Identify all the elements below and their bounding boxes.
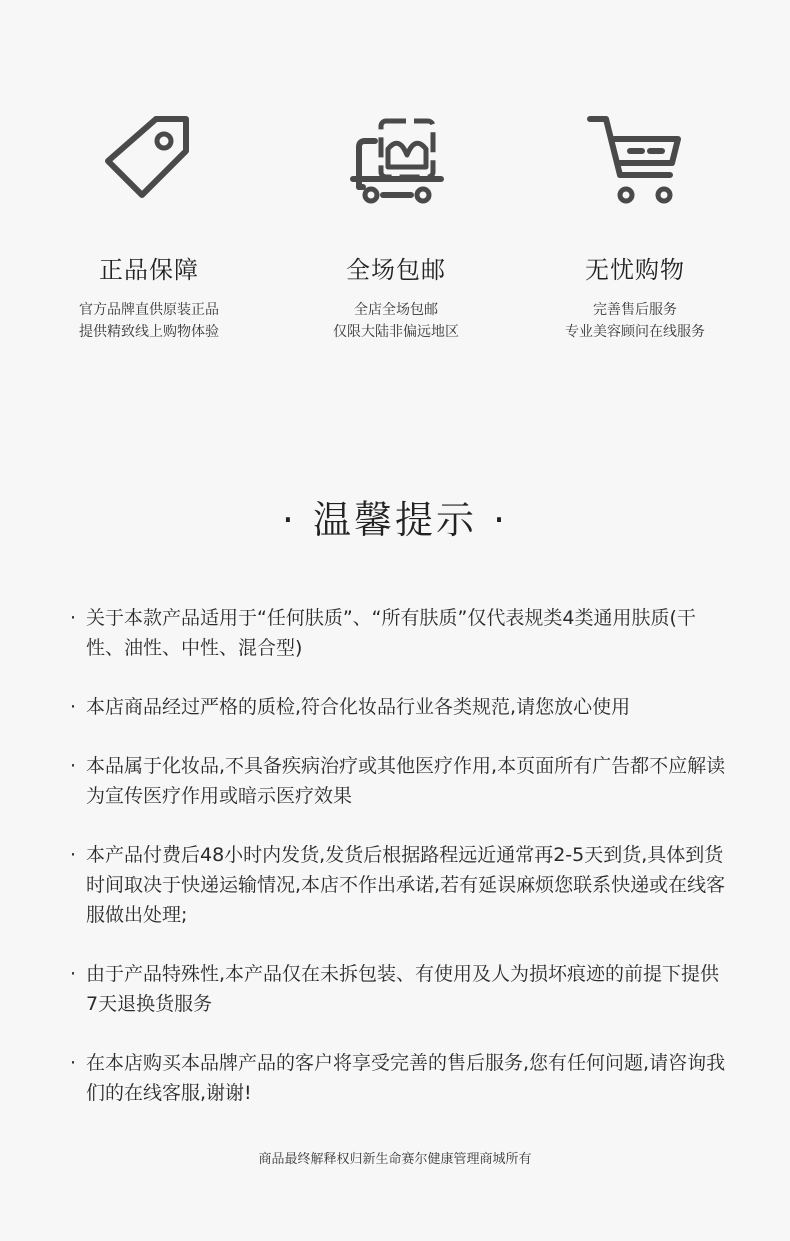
tip-text: 由于产品特殊性,本产品仅在未拆包装、有使用及人为损坏痕迹的前提下提供7天退换货服务 bbox=[86, 963, 720, 1015]
feature-desc-line: 全店全场包邮 bbox=[354, 302, 438, 318]
feature-title: 无忧购物 bbox=[585, 256, 685, 284]
feature-desc-line: 完善售后服务 bbox=[593, 302, 677, 318]
feature-description bbox=[276, 299, 516, 343]
shopping-cart-icon bbox=[580, 105, 690, 215]
price-tag-icon bbox=[94, 105, 204, 215]
feature-title: 正品保障 bbox=[99, 256, 199, 284]
tip-item bbox=[70, 751, 730, 811]
feature-description bbox=[29, 299, 269, 343]
heading-dot-left: · bbox=[281, 498, 297, 542]
tip-item bbox=[70, 959, 730, 1019]
tips-list bbox=[70, 603, 730, 1137]
delivery-truck-icon bbox=[341, 105, 451, 215]
feature-desc-line: 官方品牌直供原装正品 bbox=[79, 302, 219, 318]
tip-bullet: · bbox=[70, 696, 77, 718]
feature-desc-line: 提供精致线上购物体验 bbox=[79, 324, 219, 340]
feature-free-shipping bbox=[276, 105, 516, 343]
tip-bullet: · bbox=[70, 1052, 77, 1074]
tip-text: 本品属于化妆品,不具备疾病治疗或其他医疗作用,本页面所有广告都不应解读为宣传医疗作用或暗示医疗效果 bbox=[86, 755, 726, 807]
feature-desc-line: 仅限大陆非偏远地区 bbox=[333, 324, 459, 340]
heading-title: 温馨提示 bbox=[312, 498, 477, 542]
heading-dot-right: · bbox=[493, 498, 509, 542]
tip-item bbox=[70, 1048, 730, 1108]
features-section bbox=[0, 105, 790, 365]
tip-bullet: · bbox=[70, 963, 77, 985]
feature-worry-free bbox=[515, 105, 755, 343]
tip-bullet: · bbox=[70, 607, 77, 629]
tip-bullet: · bbox=[70, 755, 77, 777]
feature-description bbox=[515, 299, 755, 343]
tip-text: 本店商品经过严格的质检,符合化妆品行业各类规范,请您放心使用 bbox=[86, 696, 631, 718]
tip-bullet: · bbox=[70, 844, 77, 866]
tip-item bbox=[70, 692, 730, 722]
feature-authentic bbox=[29, 105, 269, 343]
tip-text: 关于本款产品适用于“任何肤质”、“所有肤质”仅代表规类4类通用肤质(干性、油性、中性、混合型) bbox=[86, 607, 696, 659]
feature-title: 全场包邮 bbox=[346, 256, 446, 284]
tip-item bbox=[70, 603, 730, 663]
tip-item bbox=[70, 840, 730, 930]
footer-note: 商品最终解释权归新生命赛尔健康管理商城所有 bbox=[258, 1152, 532, 1167]
tip-text: 在本店购买本品牌产品的客户将享受完善的售后服务,您有任何问题,请咨询我们的在线客服,谢谢! bbox=[86, 1052, 726, 1104]
section-heading bbox=[0, 492, 790, 548]
feature-desc-line: 专业美容顾问在线服务 bbox=[565, 324, 705, 340]
tip-text: 本产品付费后48小时内发货,发货后根据路程远近通常再2-5天到货,具体到货时间取决于快递运输情况,本店不作出承诺,若有延误麻烦您联系快递或在线客服做出处理; bbox=[86, 844, 726, 926]
